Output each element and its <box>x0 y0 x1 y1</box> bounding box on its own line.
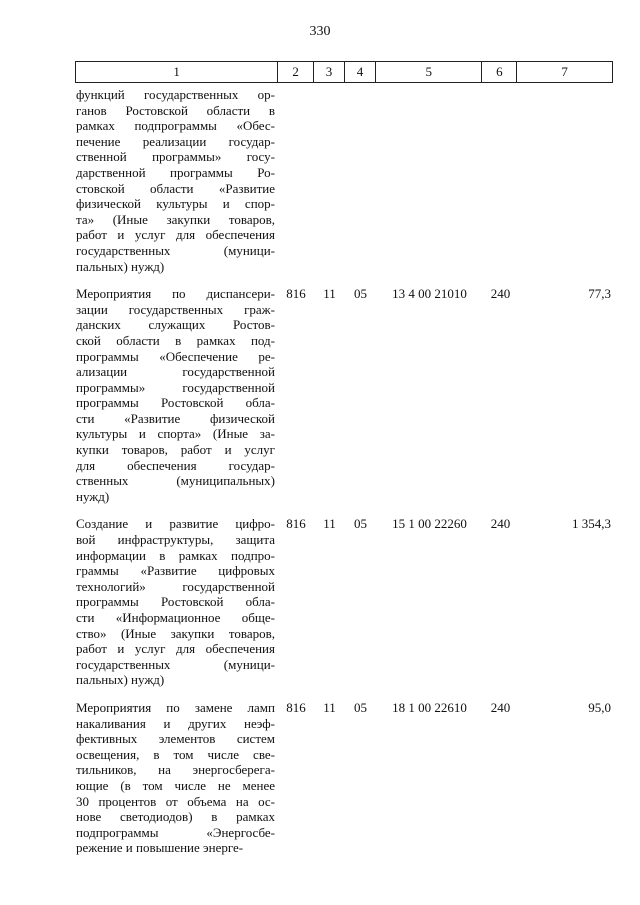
description-line: пальных) нужд) <box>76 258 165 274</box>
table-row <box>75 286 613 504</box>
description-line: та» (Иные закупки товаров, <box>76 211 275 227</box>
description-line: сти «Информационное обще- <box>76 610 275 625</box>
cell-expense-type: 240 <box>490 516 511 532</box>
page-number: 330 <box>309 24 331 39</box>
header-col-4: 4 <box>345 62 376 82</box>
description-line: ющие (в том числе не менее <box>76 777 275 793</box>
description-line: информации в рамках подпро- <box>76 547 275 563</box>
cell-ministry-code: 816 <box>286 699 306 715</box>
cell-section: 11 <box>323 286 336 302</box>
cell-ministry-code: 816 <box>286 286 306 302</box>
cell-subsection: 05 <box>354 286 367 302</box>
row-description <box>75 700 278 856</box>
description-line: программы Ростовской обла- <box>76 594 275 610</box>
cell-amount: 95,0 <box>588 699 611 715</box>
description-line: рамках подпрограммы «Обес- <box>76 118 275 134</box>
description-line: ство» (Иные закупки товаров, <box>76 625 275 641</box>
description-line: для обеспечения государ- <box>76 457 275 473</box>
description-line: программы» государственной <box>76 379 275 395</box>
description-line: вой инфраструктуры, защита <box>76 532 275 548</box>
table-row <box>75 87 613 274</box>
header-col-3: 3 <box>314 62 345 82</box>
description-line: ализации государственной <box>76 364 275 380</box>
description-line: нужд) <box>76 488 110 504</box>
description-line: пальных) нужд) <box>76 672 165 688</box>
row-description <box>75 516 278 688</box>
header-col-2: 2 <box>278 62 314 82</box>
description-line: культуры и спорта» (Иные за- <box>76 426 275 442</box>
cell-expense-type: 240 <box>490 286 511 302</box>
description-line: работ и услуг для обеспечения <box>76 641 275 657</box>
cell-subsection <box>345 87 376 274</box>
description-line: накаливания и других неэф- <box>76 715 275 731</box>
description-line: программы «Обеспечение ре- <box>76 348 275 364</box>
header-col-1: 1 <box>76 62 278 82</box>
cell-expense-type <box>483 87 518 274</box>
cell-target-article <box>376 87 483 274</box>
description-line: программы Ростовской обла- <box>76 395 275 411</box>
description-line: ственных (муниципальных) <box>76 473 275 489</box>
cell-section: 11 <box>323 516 336 532</box>
table-header-row <box>75 61 613 83</box>
description-line: государственных (муници- <box>76 656 275 672</box>
description-line: сти «Развитие физической <box>76 410 275 426</box>
description-line: Мероприятия по диспансери- <box>76 286 275 302</box>
row-description <box>75 87 278 274</box>
description-line: купки товаров, работ и услуг <box>76 442 275 458</box>
description-line: ганов Ростовской области в <box>76 102 275 118</box>
description-line: тильников, на энергосберега- <box>76 762 275 778</box>
budget-table <box>75 61 613 856</box>
header-col-5: 5 <box>376 62 483 82</box>
description-line: подпрограммы «Энергосбе- <box>76 824 275 840</box>
description-line: ственной программы» госу- <box>76 149 275 165</box>
cell-expense-type: 240 <box>490 699 511 715</box>
description-line: 30 процентов от объема на ос- <box>76 793 275 809</box>
cell-target-article: 18 1 00 22610 <box>392 699 467 715</box>
description-line: печение реализации государ- <box>76 133 275 149</box>
table-row <box>75 700 613 856</box>
row-description <box>75 286 278 504</box>
cell-section: 11 <box>323 699 336 715</box>
description-line: государственных (муници- <box>76 242 275 258</box>
cell-ministry-code <box>278 87 314 274</box>
cell-target-article: 15 1 00 22260 <box>392 516 467 532</box>
description-line: дарственной программы Ро- <box>76 164 275 180</box>
cell-amount: 77,3 <box>588 286 611 302</box>
cell-subsection: 05 <box>354 699 367 715</box>
cell-section <box>314 87 345 274</box>
cell-subsection: 05 <box>354 516 367 532</box>
description-line: функций государственных ор- <box>76 87 275 102</box>
cell-target-article: 13 4 00 21010 <box>392 286 467 302</box>
cell-amount <box>518 87 613 274</box>
description-line: нове светодиодов) в рамках <box>76 809 275 825</box>
cell-amount: 1 354,3 <box>572 516 611 532</box>
description-line: зации государственных граж- <box>76 301 275 317</box>
description-line: режение и повышение энерге- <box>76 840 244 856</box>
description-line: фективных элементов систем <box>76 731 275 747</box>
description-line: Мероприятия по замене ламп <box>76 699 275 715</box>
description-line: физической культуры и спор- <box>76 196 275 212</box>
description-line: освещения, в том числе све- <box>76 746 275 762</box>
table-body <box>75 87 613 856</box>
description-line: работ и услуг для обеспечения <box>76 227 275 243</box>
description-line: Создание и развитие цифро- <box>76 516 275 532</box>
description-line: граммы «Развитие цифровых <box>76 563 275 579</box>
description-line: данских служащих Ростов- <box>76 317 275 333</box>
table-row <box>75 516 613 688</box>
description-line: стовской области «Развитие <box>76 180 275 196</box>
header-col-6: 6 <box>482 62 517 82</box>
description-line: технологий» государственной <box>76 578 275 594</box>
cell-ministry-code: 816 <box>286 516 306 532</box>
header-col-7: 7 <box>561 64 568 79</box>
description-line: ской области в рамках под- <box>76 332 275 348</box>
